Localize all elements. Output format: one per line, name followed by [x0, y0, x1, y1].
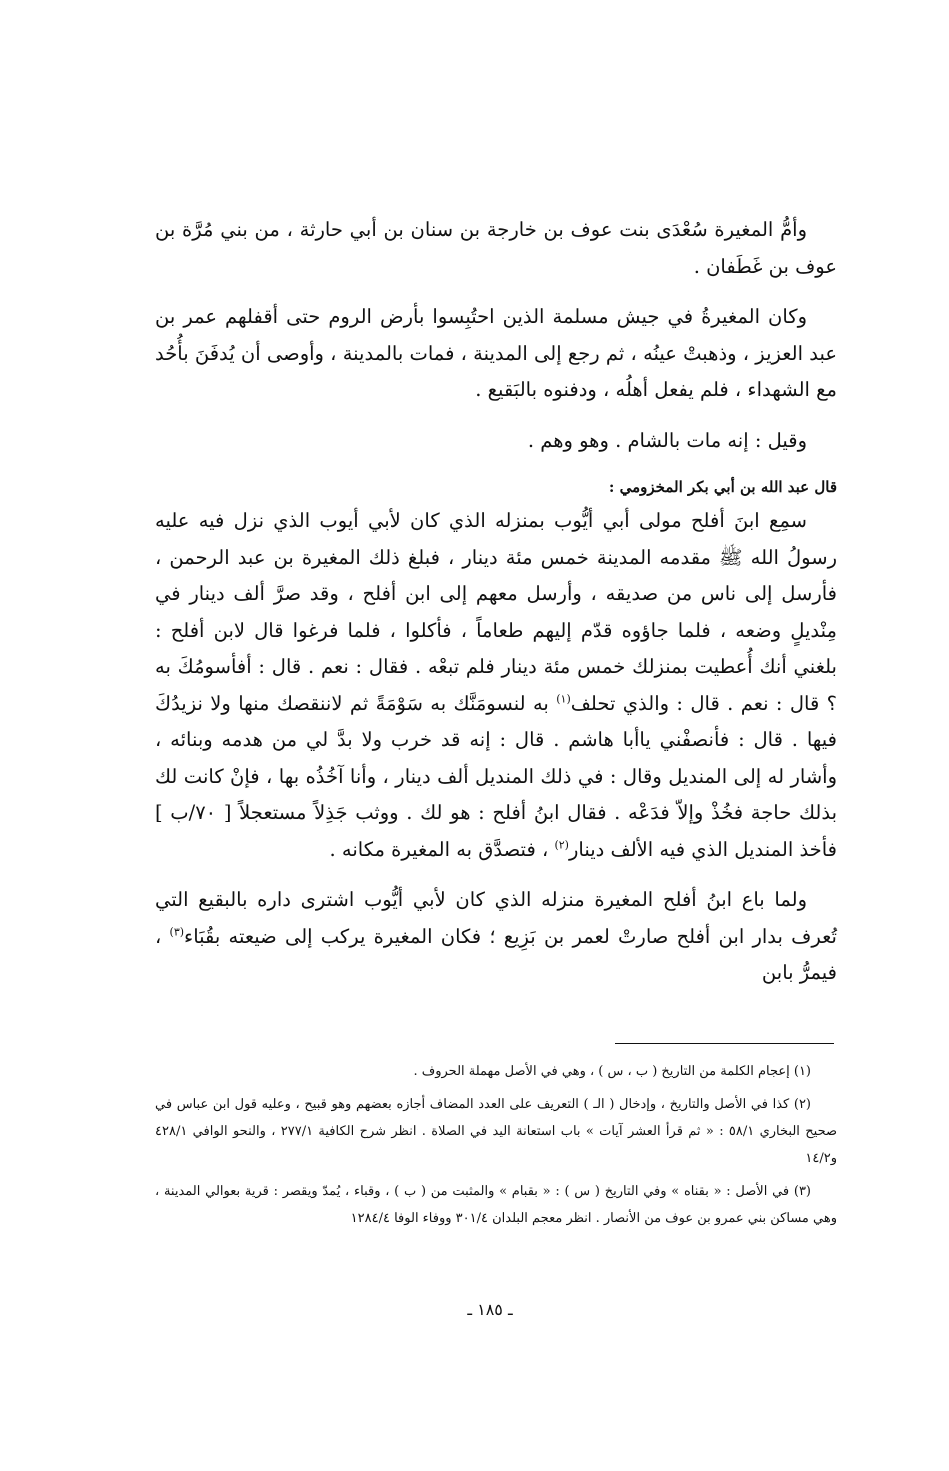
footnote-ref-1: (١)	[556, 692, 571, 705]
paragraph-army: وكان المغيرةُ في جيش مسلمة الذين احتُبِسوا بأرض الروم حتى أقفلهم عمر بن عبد العزيز ، وذهبتْ عينُه ، ثم رجع إلى المدينة ، فمات بالمدينة ، وأوصى أن يُدفَنَ بأُحُد مع الشهداء ، فلم يفعل أهلُه ، ودفنوه بالبَقيع .	[155, 305, 837, 401]
main-text	[155, 212, 837, 1006]
paragraph-mother: وأمُّ المغيرة سُعْدَى بنت عوف بن خارجة بن سنان بن أبي حارثة ، من بني مُرَّة بن عوف بن غَطَفان .	[155, 218, 837, 278]
story-text-3: ، فتصدَّق به المغيرة مكانه .	[329, 837, 555, 861]
footnote-1: (١) إعجام الكلمة من التاريخ ( ب ، س ) ، وهي في الأصل مهملة الحروف .	[413, 1064, 811, 1079]
story-text-2: به لنسومَنَّك به سَوْمَةً ثم لاننقصك منها ولا نزيدُكَ فيها . قال : فأنصفْني ياأبا هاشم . قال : إنه قد خرب ولا بدَّ لي من هدمه وبنائه ، وأشار له إلى المنديل وقال : في ذلك المنديل ألف دينار ، وأنا آخُذُه بها ، فإنْ كانت لك بذلك حاجة فخُذْ وإلاّ فدَعْه . فقال ابنُ أفلح : هو لك . ووثب جَذِلاً مستعجلاً [ ٧٠/ب ] فأخذ المنديل الذي فيه الألف دينار	[155, 691, 837, 861]
paragraph-house-sale	[155, 882, 837, 992]
page-number: ـ ١٨٥ ـ	[467, 1300, 513, 1319]
footnote-divider	[615, 1043, 834, 1044]
house-text-2: ، فيمرُّ بابن	[155, 924, 837, 984]
paragraph-death-note: وقيل : إنه مات بالشام . وهو وهم .	[527, 428, 807, 452]
footnote-ref-2: (٢)	[554, 838, 569, 851]
narrator-heading: قال عبد الله بن أبي بكر المخزومي :	[608, 478, 837, 496]
paragraph-ibn-aflah-story	[155, 503, 837, 868]
footnotes	[155, 1058, 837, 1238]
footnote-ref-3: (٣)	[169, 925, 185, 938]
house-text-1: ولما باع ابنُ أفلح المغيرة منزله الذي كان لأبي أيُّوب اشترى داره بالبقيع التي تُعرف بدار ابن أفلح صارتْ لعمر بن بَزِيع ؛ فكان المغيرة يركب إلى ضيعته بقُبَاء	[155, 888, 837, 948]
footnote-3: (٣) في الأصل : « بقناه » وفي التاريخ ( س ) : « بقبام » والمثبت من ( ب ) ، وقباء ، يُمدّ ويقصر : قرية بعوالي المدينة ، وهي مساكن بني عمرو بن عوف من الأنصار . انظر معجم البلدان ٣٠١/٤ ووفاء الوفا ١٢٨٤/٤	[155, 1184, 837, 1226]
footnote-2: (٢) كذا في الأصل والتاريخ ، وإدخال ( الـ ) التعريف على العدد المضاف أجازه بعضهم وهو قبيح ، وعليه قول ابن عباس في صحيح البخاري ٥٨/١ : « ثم قرأ العشر آيات » باب استعانة اليد في الصلاة . انظر شرح الكافية ٢٧٧/١ ، والنحو الوافي ٤٢٨/١ و١٤/٢	[155, 1097, 837, 1166]
story-text-1: سمِع ابنَ أفلح مولى أبي أيُّوب بمنزله الذي كان لأبي أيوب الذي نزل فيه عليه رسولُ الله ﷺ مقدمه المدينة خمس مئة دينار ، فبلغ ذلك المغيرة بن عبد الرحمن ، فأرسل إلى ناس من صديقه ، وأرسل معهم إلى ابن أفلح ، وقد صرَّ ألف دينار في مِنْديلٍ وضعه ، فلما جاؤوه قدّم إليهم طعاماً ، فأكلوا ، فلما فرغوا قال لابن أفلح : بلغني أنك أُعطيت بمنزلك خمس مئة دينار فلم تبعْه . فقال : نعم . قال : أفأسومُكَ به ؟ قال : نعم . قال : والذي تحلف	[155, 509, 837, 715]
